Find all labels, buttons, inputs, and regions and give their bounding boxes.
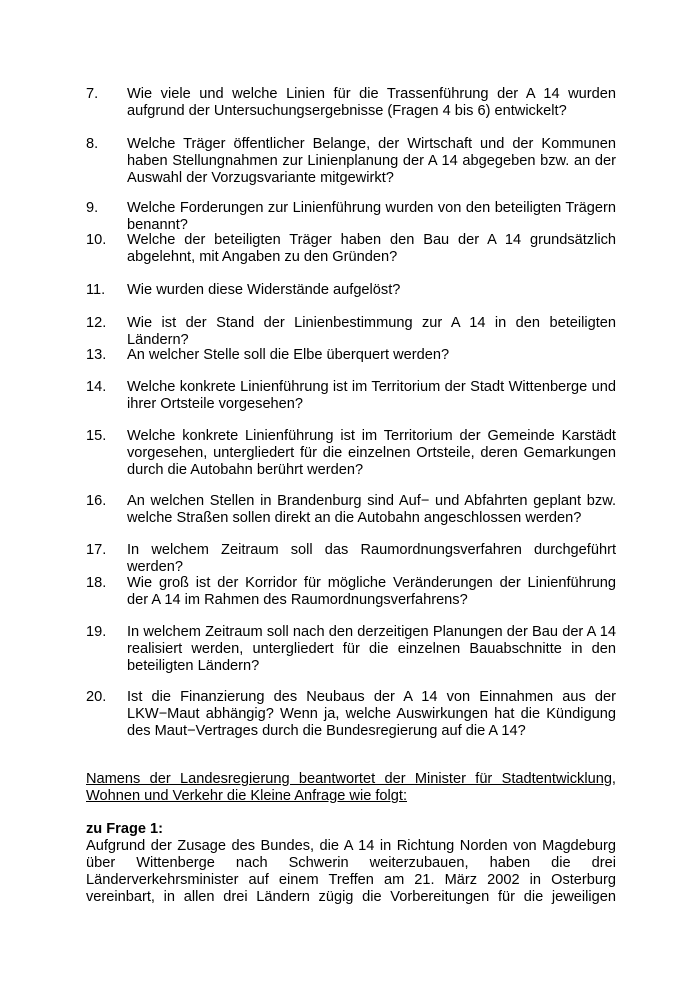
question-number: 12.	[86, 315, 107, 331]
answer-line: über Wittenberge nach Schwerin weiterzubauen, haben die drei	[86, 855, 616, 871]
question-number: 15.	[86, 428, 107, 444]
question-15	[86, 428, 616, 479]
question-7	[86, 86, 616, 120]
question-17	[86, 542, 616, 576]
question-number: 7.	[86, 86, 99, 102]
question-13	[86, 347, 616, 364]
question-text: Wie wurden diese Widerstände aufgelöst?	[127, 282, 401, 298]
answer-line: Länderverkehrsminister auf einem Treffen am 21. März 2002 in Osterburg	[86, 872, 616, 888]
question-text: An welcher Stelle soll die Elbe überquert werden?	[127, 347, 450, 363]
question-number: 9.	[86, 200, 99, 216]
question-text: Wie ist der Stand der Linienbestimmung zur A 14 in den beteiligten Ländern?	[127, 315, 616, 348]
answer-line: Aufgrund der Zusage des Bundes, die A 14 in Richtung Norden von Magdeburg	[86, 838, 616, 854]
answer-intro: Namens der Landesregierung beantwortet der Minister für Stadtentwicklung, Wohnen und Verkehr die Kleine Anfrage wie folgt:	[86, 771, 616, 804]
question-20	[86, 689, 616, 740]
question-text: In welchem Zeitraum soll nach den derzeitigen Planungen der Bau der A 14 realisiert werden, untergliedert für die einzelnen Bauabschnitte in den beteiligten Ländern?	[127, 624, 616, 674]
question-16	[86, 493, 616, 527]
question-number: 10.	[86, 232, 107, 248]
question-text: Welche Forderungen zur Linienführung wurden von den beteiligten Trägern benannt?	[127, 200, 616, 233]
question-number: 14.	[86, 379, 107, 395]
question-10	[86, 232, 616, 266]
question-number: 19.	[86, 624, 107, 640]
question-19	[86, 624, 616, 675]
question-9	[86, 200, 616, 234]
answer-line: vereinbart, in allen drei Ländern zügig die Vorbereitungen für die jeweiligen	[86, 889, 616, 905]
question-text: Wie viele und welche Linien für die Trassenführung der A 14 wurden aufgrund der Untersuchungsergebnisse (Fragen 4 bis 6) entwickelt?	[127, 86, 616, 119]
question-8	[86, 136, 616, 187]
question-number: 16.	[86, 493, 107, 509]
answer-heading: zu Frage 1:	[86, 821, 164, 837]
question-11	[86, 282, 616, 299]
question-number: 20.	[86, 689, 107, 705]
question-text: An welchen Stellen in Brandenburg sind Auf− und Abfahrten geplant bzw. welche Straßen sollen direkt an die Autobahn angeschlossen werden?	[127, 493, 616, 526]
question-text: Wie groß ist der Korridor für mögliche Veränderungen der Linienführung der A 14 im Rahmen des Raumordnungsverfahrens?	[127, 575, 616, 608]
question-text: Ist die Finanzierung des Neubaus der A 14 von Einnahmen aus der LKW−Maut abhängig? Wenn ja, welche Auswirkungen hat die Kündigung des Maut−Vertrages durch die Bundesregierung auf die A 14?	[127, 689, 616, 739]
answer-text	[86, 838, 616, 906]
question-text: In welchem Zeitraum soll das Raumordnungsverfahren durchgeführt werden?	[127, 542, 616, 575]
question-text: Welche konkrete Linienführung ist im Territorium der Gemeinde Karstädt vorgesehen, untergliedert für die einzelnen Ortsteile, deren Gemarkungen durch die Autobahn berührt werden?	[127, 428, 616, 478]
question-14	[86, 379, 616, 413]
question-number: 8.	[86, 136, 99, 152]
question-text: Welche konkrete Linienführung ist im Territorium der Stadt Wittenberge und ihrer Ortsteile vorgesehen?	[127, 379, 616, 412]
question-number: 18.	[86, 575, 107, 591]
question-text: Welche der beteiligten Träger haben den Bau der A 14 grundsätzlich abgelehnt, mit Angaben zu den Gründen?	[127, 232, 616, 265]
question-number: 17.	[86, 542, 107, 558]
question-number: 13.	[86, 347, 107, 363]
question-number: 11.	[86, 282, 106, 298]
question-18	[86, 575, 616, 609]
question-text: Welche Träger öffentlicher Belange, der Wirtschaft und der Kommunen haben Stellungnahmen zur Linienplanung der A 14 abgegeben bzw. an der Auswahl der Vorzugsvariante mitgewirkt?	[127, 136, 616, 186]
question-12	[86, 315, 616, 349]
